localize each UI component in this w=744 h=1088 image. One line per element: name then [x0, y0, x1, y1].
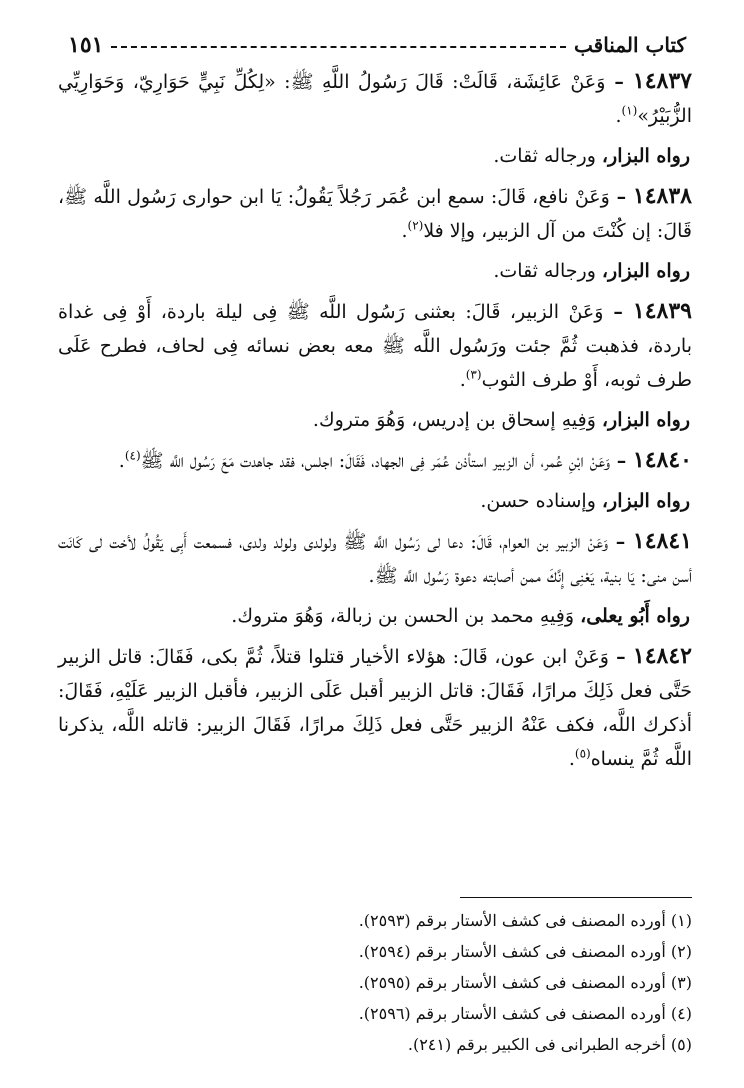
footnote-item: (٤) أورده المصنف فى كشف الأستار برقم (٢٥٩٦).: [358, 1004, 692, 1023]
footnote-item: (١) أورده المصنف فى كشف الأستار برقم (٢٥٩٣).: [358, 911, 692, 930]
number-dash: –: [610, 450, 633, 472]
hadith-number: ١٤٨٤١: [632, 528, 692, 554]
hadith-text: وَعَنْ الزبير، قَالَ: بعثنى رَسُول اللَّه ﷺ فِى ليلة باردة، أَوْ فِى غداة باردة، فذهبت ثُمَّ جئت ورَسُول اللَّه ﷺ معه بعض نسائه فِى لحاف، فطرح عَلَى طرف ثوبه، أَوْ طرف الثوب: [58, 301, 692, 391]
footnote-item: (٣) أورده المصنف فى كشف الأستار برقم (٢٥٩٥).: [358, 973, 692, 992]
hadith-number: ١٤٨٣٧: [632, 68, 692, 94]
hadith-number: ١٤٨٤٠: [632, 447, 692, 473]
number-dash: –: [608, 531, 633, 553]
hadith-entry: [58, 443, 692, 478]
footnote-ref: (٢): [407, 218, 424, 233]
hadith-text: وَعَنْ ابن عون، قَالَ: هؤلاء الأخيار قتلوا قتلاً، ثُمَّ بكى، فَقَالَ: قاتل الزبير حَتَّى فعل ذَلِكَ مرارًا، فَقَالَ: قاتل الزبير أقبل عَلَى الزبير، فأقبل الزبير عَلَيْهِ، فَقَالَ: أذكرك اللَّه، فكف عَنْهُ الزبير حَتَّى فعل ذَلِكَ مرارًا، فَقَالَ الزبير: قاتله اللَّه، يذكرنا اللَّه ثُمَّ ينساه: [58, 646, 692, 770]
hadith-source: [58, 403, 692, 437]
source-grading: ورجاله ثقات.: [493, 260, 602, 282]
header-divider: [111, 46, 566, 48]
page-header: [68, 30, 686, 60]
hadith-end: .: [615, 105, 622, 127]
book-title: كتاب المناقب: [574, 33, 686, 57]
page-body: [58, 64, 692, 776]
footnotes: [58, 905, 692, 1060]
hadith-end: .: [459, 369, 466, 391]
footnote-ref: (٥): [574, 746, 591, 761]
hadith-end: .: [401, 220, 408, 242]
source-narrator: رواه البزار،: [601, 145, 690, 167]
footnote-item: (٥) أخرجه الطبرانى فى الكبير برقم (٢٤١).: [407, 1035, 692, 1054]
source-grading: وَفِيهِ محمد بن الحسن بن زبالة، وَهُوَ متروك.: [231, 605, 581, 627]
source-narrator: رواه البزار،: [601, 490, 690, 512]
hadith-source: [58, 484, 692, 518]
source-narrator: رواه البزار،: [601, 409, 690, 431]
hadith-entry: [58, 639, 692, 776]
number-dash: –: [608, 646, 633, 668]
hadith-source: [58, 599, 692, 633]
source-narrator: رواه أَبُو يعلى،: [580, 605, 690, 627]
number-dash: –: [609, 186, 633, 208]
source-grading: ورجاله ثقات.: [493, 145, 602, 167]
hadith-entry: [58, 64, 692, 133]
hadith-text: وَعَنْ ابْنِ عُمر، أن الزبير استأذن عُمَر فِى الجهاد، فَقَالَ: اجلس، فقد جاهدت مَعَ رَسُول اللَّه ﷺ: [140, 450, 611, 472]
hadith-entry: [58, 294, 692, 397]
footnote-item: (٢) أورده المصنف فى كشف الأستار برقم (٢٥٩٤).: [358, 942, 692, 961]
footnote-ref: (٣): [465, 367, 482, 382]
source-grading: وَفِيهِ إسحاق بن إدريس، وَهُوَ متروك.: [312, 409, 602, 431]
hadith-entry: [58, 524, 692, 593]
footnote-ref: (٤): [124, 448, 141, 463]
hadith-source: [58, 254, 692, 288]
hadith-end: .: [568, 748, 575, 770]
hadith-number: ١٤٨٣٨: [632, 183, 692, 209]
footnote-ref: (١): [621, 103, 638, 118]
hadith-text: وَعَنْ نافع، قَالَ: سمع ابن عُمَر رَجُلاً يَقُولُ: يَا ابن حوارى رَسُول اللَّه ﷺ، قَالَ: إن كُنْتَ من آل الزبير، وإلا فلا: [58, 186, 692, 242]
hadith-number: ١٤٨٣٩: [632, 298, 692, 324]
page-number: ١٥١: [68, 32, 104, 58]
hadith-number: ١٤٨٤٢: [632, 643, 692, 669]
hadith-entry: [58, 179, 692, 248]
hadith-source: [58, 139, 692, 173]
number-dash: –: [603, 301, 633, 323]
source-narrator: رواه البزار،: [601, 260, 690, 282]
hadith-text: وَعَنْ الزبير بن العوام، قَالَ: دعا لى رَسُول اللَّه ﷺ ولولدى ولولد ولدى، فسمعت أَبِى يَقُولُ لأخت لى كَانَت أسن منى: يَا بنية، يَعْنِى إِنَّكَ ممن أصابته دعوة رَسُول اللَّه ﷺ.: [58, 531, 692, 587]
number-dash: –: [605, 71, 633, 93]
hadith-text: وَعَنْ عَائِشَة، قَالَتْ: قَالَ رَسُولُ اللَّهِ ﷺ: «لِكُلِّ نَبِيٍّ حَوَارِيّ، وَحَوَارِيِّي الزُّبَيْرُ»: [58, 71, 692, 127]
footnote-divider: [460, 897, 692, 898]
hadith-end: .: [118, 450, 125, 472]
source-grading: وإسناده حسن.: [480, 490, 602, 512]
